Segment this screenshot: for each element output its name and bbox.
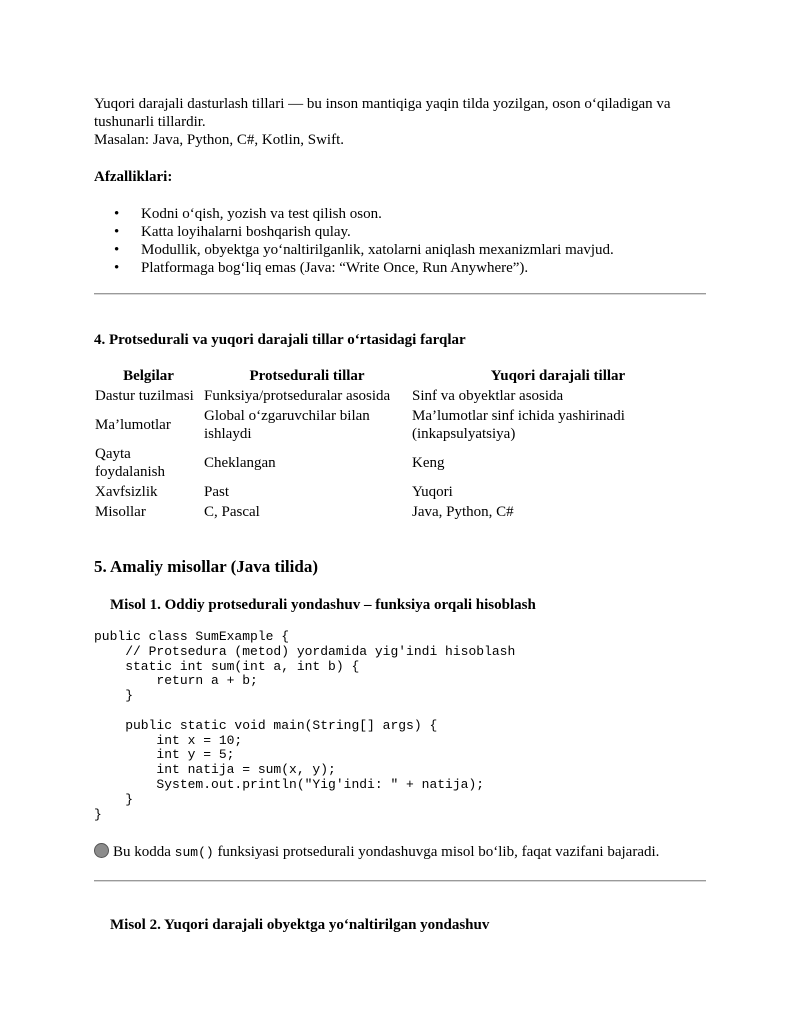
example2-title: Misol 2. Yuqori darajali obyektga yo‘naltirilgan yondashuv	[110, 917, 490, 933]
table-cell: Sinf va obyektlar asosida	[412, 388, 564, 404]
table-cell: Ma’lumotlar sinf ichida yashirinadi (inkapsulyatsiya)	[412, 408, 625, 442]
intro-examples: Masalan: Java, Python, C#, Kotlin, Swift.	[94, 132, 344, 148]
list-item: • Modullik, obyektga yo‘naltirilganlik, xatolarni aniqlash mexanizmlari mavjud.	[114, 241, 614, 259]
table-cell: Cheklangan	[204, 455, 276, 471]
table-row	[94, 386, 705, 406]
list-item: • Kodni o‘qish, yozish va test qilish oson.	[114, 205, 614, 223]
table-cell: Yuqori	[412, 484, 453, 500]
table-header-row	[94, 366, 705, 386]
table-header-cell: Belgilar	[123, 368, 174, 384]
inline-code: sum()	[174, 845, 214, 860]
table-header-cell: Yuqori darajali tillar	[490, 368, 626, 384]
table-row	[94, 482, 705, 502]
advantages-list	[114, 205, 614, 277]
note-text: funksiyasi protsedurali yondashuvga misol bo‘lib, faqat vazifani bajaradi.	[213, 844, 660, 860]
section5-heading: 5. Amaliy misollar (Java tilida)	[94, 557, 318, 576]
table-cell: Qayta foydalanish	[95, 446, 165, 480]
intro-paragraph: Yuqori darajali dasturlash tillari — bu inson mantiqiga yaqin tilda yozilgan, oson o‘qiladigan va tushunarli tillardir.	[94, 96, 671, 130]
table-cell: Dastur tuzilmasi	[95, 388, 194, 404]
table-cell: Misollar	[95, 504, 146, 520]
example1-note	[94, 843, 659, 862]
table-cell: C, Pascal	[204, 504, 260, 520]
circle-icon	[94, 843, 109, 858]
note-text: Bu kodda	[113, 844, 175, 860]
table-cell: Global o‘zgaruvchilar bilan ishlaydi	[204, 408, 370, 442]
table-header-cell: Protsedurali tillar	[249, 368, 365, 384]
list-item: • Katta loyihalarni boshqarish qulay.	[114, 223, 614, 241]
table-cell: Funksiya/protseduralar asosida	[204, 388, 391, 404]
section4-heading: 4. Protsedurali va yuqori darajali tillar o‘rtasidagi farqlar	[94, 332, 466, 348]
code-block: public class SumExample { // Protsedura (metod) yordamida yig'indi hisoblash static int sum(int a, int b) { return a + b; } public static void main(String[] args) { int x = 10; int y = 5; int natija = sum(x, y); System.out.println("Yig'indi: " + natija); } }	[94, 629, 516, 822]
table-row	[94, 444, 705, 482]
table-cell: Keng	[412, 455, 445, 471]
table-cell: Java, Python, C#	[412, 504, 514, 520]
list-item: • Platformaga bog‘liq emas (Java: “Write Once, Run Anywhere”).	[114, 259, 614, 277]
horizontal-divider	[94, 880, 706, 882]
example1-title: Misol 1. Oddiy protsedurali yondashuv – funksiya orqali hisoblash	[110, 597, 536, 613]
table-cell: Xavfsizlik	[95, 484, 158, 500]
table-row	[94, 406, 705, 444]
horizontal-divider	[94, 293, 706, 295]
table-row	[94, 502, 705, 522]
table-cell: Ma’lumotlar	[95, 417, 171, 433]
comparison-table	[94, 366, 705, 522]
advantages-heading: Afzalliklari:	[94, 169, 173, 185]
table-cell: Past	[204, 484, 230, 500]
